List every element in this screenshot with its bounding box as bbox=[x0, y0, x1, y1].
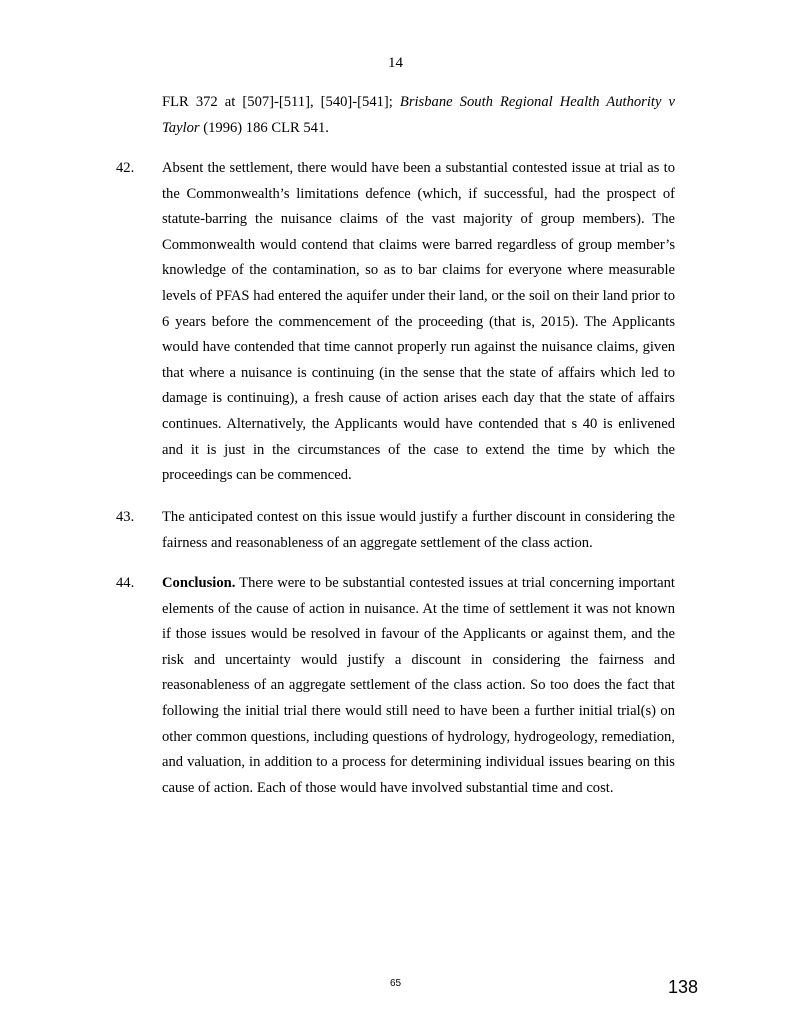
citation-text-end: (1996) 186 CLR 541. bbox=[199, 119, 329, 136]
paragraph-heading: Conclusion. bbox=[162, 575, 236, 591]
page-number: 14 bbox=[388, 55, 403, 71]
paragraph-number-44: 44. bbox=[116, 575, 135, 591]
citation-text: FLR 372 at [507]-[511], [540]-[541]; bbox=[162, 94, 400, 110]
case-name: Brisbane South Regional Health Authority v Taylor bbox=[162, 94, 675, 136]
paragraph-number-42: 42. bbox=[116, 160, 135, 176]
footer-page-number: 65 bbox=[389, 978, 402, 989]
paragraph-number-43: 43. bbox=[116, 509, 135, 525]
paragraph-44-text: There were to be substantial contested issues at trial concerning important elements of the cause of action in nuisance. At the time of settlement it was not known if those issues would be resolved in favour of the Applicants or against them, and the risk and uncertainty would justify a discount in considering the fairness and reasonableness of an aggregate settlement of the class action. So too does the fact that following the initial trial there would still need to have been a further initial trial(s) on other common questions, including questions of hydrology, hydrogeology, remediation, and valuation, in addition to a process for determining individual issues bearing on this cause of action. Each of those would have involved substantial time and cost. bbox=[162, 575, 675, 796]
paragraph-43: The anticipated contest on this issue would justify a further discount in considering the fairness and reasonableness of an aggregate settlement of the class action. bbox=[162, 509, 675, 551]
continuation-paragraph bbox=[162, 90, 675, 141]
footer-document-number: 138 bbox=[668, 977, 699, 997]
paragraph-44 bbox=[162, 571, 675, 801]
paragraph-42: Absent the settlement, there would have been a substantial contested issue at trial as to the Commonwealth’s limitations defence (which, if successful, had the prospect of statute-barring the nuisance claims of the vast majority of group members). The Commonwealth would contend that claims were barred regardless of group member’s knowledge of the contamination, so as to bar claims for everyone where measurable levels of PFAS had entered the aquifer under their land, or the soil on their land prior to 6 years before the commencement of the proceeding (that is, 2015). The Applicants would have contended that time cannot properly run against the nuisance claims, given that where a nuisance is continuing (in the sense that the state of affairs which led to damage is continuing), a fresh cause of action arises each day that the state of affairs continues. Alternatively, the Applicants would have contended that s 40 is enlivened and it is just in the circumstances of the case to extend the time by which the proceedings can be commenced. bbox=[162, 160, 675, 484]
